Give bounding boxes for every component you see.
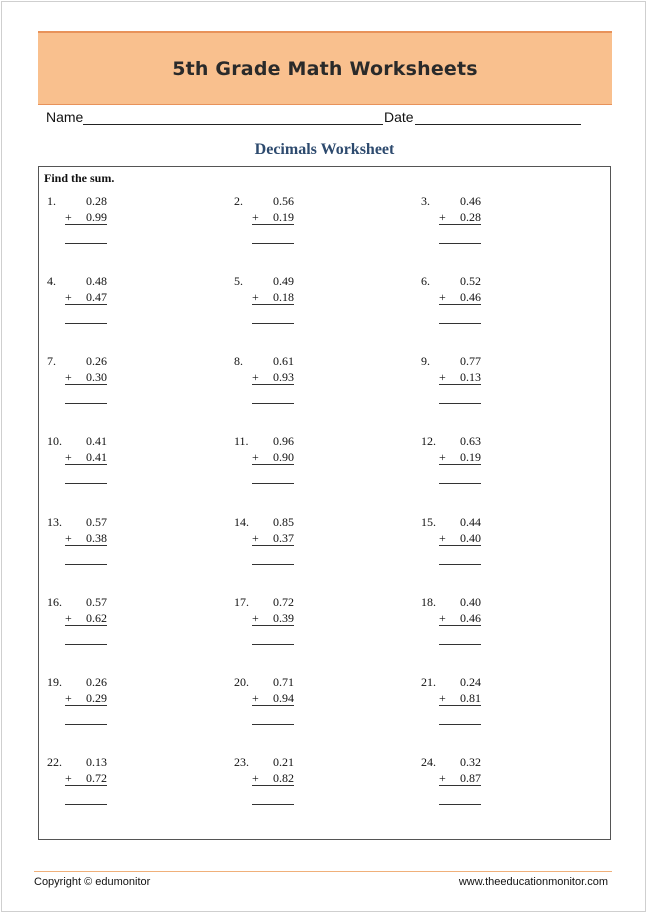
sum-rule (439, 384, 481, 385)
problem-number: 11. (234, 434, 249, 448)
problem-item (47, 595, 107, 655)
instructions: Find the sum. (44, 171, 115, 185)
answer-line[interactable] (252, 644, 294, 645)
answer-line[interactable] (65, 564, 107, 565)
plus-sign: + (252, 531, 259, 545)
answer-line[interactable] (65, 644, 107, 645)
problem-item (421, 595, 481, 655)
problem-item (421, 755, 481, 815)
problem-number: 15. (421, 515, 436, 529)
problem-item (421, 675, 481, 735)
answer-line[interactable] (439, 483, 481, 484)
plus-sign: + (65, 691, 72, 705)
problem-addend-top: 0.40 (460, 595, 481, 609)
plus-sign: + (252, 290, 259, 304)
header-banner (38, 31, 612, 105)
problem-addend-bottom: 0.93 (273, 370, 294, 384)
answer-line[interactable] (439, 644, 481, 645)
sum-rule (439, 224, 481, 225)
sum-rule (252, 545, 294, 546)
problem-addend-bottom: 0.47 (86, 290, 107, 304)
problem-number: 12. (421, 434, 436, 448)
problem-number: 22. (47, 755, 62, 769)
sum-rule (252, 384, 294, 385)
problem-addend-bottom: 0.29 (86, 691, 107, 705)
answer-line[interactable] (439, 804, 481, 805)
problem-item (421, 515, 481, 575)
answer-line[interactable] (65, 483, 107, 484)
problem-addend-bottom: 0.46 (460, 290, 481, 304)
problem-addend-bottom: 0.90 (273, 450, 294, 464)
problem-number: 14. (234, 515, 249, 529)
plus-sign: + (252, 691, 259, 705)
sum-rule (439, 785, 481, 786)
problem-number: 13. (47, 515, 62, 529)
problem-number: 16. (47, 595, 62, 609)
answer-line[interactable] (65, 724, 107, 725)
problem-number: 1. (47, 194, 56, 208)
problem-addend-top: 0.57 (86, 595, 107, 609)
problem-addend-top: 0.77 (460, 354, 481, 368)
problem-item (234, 755, 294, 815)
problem-number: 21. (421, 675, 436, 689)
problem-item (234, 194, 294, 254)
problem-number: 20. (234, 675, 249, 689)
plus-sign: + (252, 771, 259, 785)
problem-number: 24. (421, 755, 436, 769)
problem-addend-bottom: 0.37 (273, 531, 294, 545)
problem-item (47, 675, 107, 735)
problem-addend-top: 0.48 (86, 274, 107, 288)
plus-sign: + (252, 210, 259, 224)
plus-sign: + (65, 531, 72, 545)
plus-sign: + (439, 290, 446, 304)
plus-sign: + (439, 531, 446, 545)
problem-addend-bottom: 0.94 (273, 691, 294, 705)
sum-rule (65, 384, 107, 385)
name-field-line[interactable] (83, 124, 383, 125)
problem-addend-bottom: 0.28 (460, 210, 481, 224)
problem-number: 5. (234, 274, 243, 288)
problem-addend-bottom: 0.46 (460, 611, 481, 625)
plus-sign: + (439, 611, 446, 625)
problem-item (234, 675, 294, 735)
problem-number: 6. (421, 274, 430, 288)
problem-addend-top: 0.49 (273, 274, 294, 288)
sum-rule (252, 464, 294, 465)
problem-addend-top: 0.46 (460, 194, 481, 208)
problem-addend-top: 0.72 (273, 595, 294, 609)
problem-item (234, 434, 294, 494)
plus-sign: + (252, 611, 259, 625)
answer-line[interactable] (252, 724, 294, 725)
problem-addend-bottom: 0.87 (460, 771, 481, 785)
sum-rule (65, 705, 107, 706)
sum-rule (439, 464, 481, 465)
problem-addend-bottom: 0.81 (460, 691, 481, 705)
answer-line[interactable] (65, 323, 107, 324)
sum-rule (65, 464, 107, 465)
answer-line[interactable] (252, 323, 294, 324)
answer-line[interactable] (439, 564, 481, 565)
footer-divider (34, 871, 612, 872)
sum-rule (439, 705, 481, 706)
name-label: Name (46, 109, 84, 125)
plus-sign: + (439, 450, 446, 464)
answer-line[interactable] (252, 564, 294, 565)
sum-rule (439, 625, 481, 626)
plus-sign: + (439, 691, 446, 705)
answer-line[interactable] (252, 243, 294, 244)
problem-addend-top: 0.56 (273, 194, 294, 208)
problem-addend-top: 0.13 (86, 755, 107, 769)
problem-item (47, 434, 107, 494)
plus-sign: + (439, 210, 446, 224)
problem-number: 7. (47, 354, 56, 368)
problem-addend-top: 0.52 (460, 274, 481, 288)
answer-line[interactable] (439, 403, 481, 404)
problem-addend-top: 0.28 (86, 194, 107, 208)
plus-sign: + (65, 450, 72, 464)
answer-line[interactable] (252, 483, 294, 484)
sum-rule (65, 224, 107, 225)
footer-copyright: Copyright © edumonitor (34, 876, 151, 888)
problem-number: 17. (234, 595, 249, 609)
date-field-line[interactable] (415, 124, 581, 125)
problem-addend-top: 0.26 (86, 354, 107, 368)
problem-addend-top: 0.61 (273, 354, 294, 368)
answer-line[interactable] (439, 724, 481, 725)
problem-addend-bottom: 0.62 (86, 611, 107, 625)
plus-sign: + (252, 370, 259, 384)
plus-sign: + (439, 370, 446, 384)
answer-line[interactable] (65, 804, 107, 805)
answer-line[interactable] (252, 804, 294, 805)
problem-addend-top: 0.96 (273, 434, 294, 448)
problem-addend-bottom: 0.30 (86, 370, 107, 384)
problem-item (421, 274, 481, 334)
answer-line[interactable] (65, 403, 107, 404)
problem-item (421, 354, 481, 414)
problem-item (234, 354, 294, 414)
problem-addend-top: 0.85 (273, 515, 294, 529)
problem-item (421, 194, 481, 254)
problem-item (47, 515, 107, 575)
problem-number: 23. (234, 755, 249, 769)
sum-rule (252, 625, 294, 626)
problem-item (47, 755, 107, 815)
problem-addend-bottom: 0.72 (86, 771, 107, 785)
problem-addend-bottom: 0.38 (86, 531, 107, 545)
answer-line[interactable] (439, 323, 481, 324)
problem-addend-top: 0.21 (273, 755, 294, 769)
problem-addend-top: 0.57 (86, 515, 107, 529)
problem-addend-bottom: 0.41 (86, 450, 107, 464)
problem-addend-top: 0.63 (460, 434, 481, 448)
plus-sign: + (65, 290, 72, 304)
plus-sign: + (65, 611, 72, 625)
problem-number: 4. (47, 274, 56, 288)
problems-box (38, 166, 611, 840)
sum-rule (439, 304, 481, 305)
problem-addend-top: 0.71 (273, 675, 294, 689)
sum-rule (252, 705, 294, 706)
sum-rule (65, 785, 107, 786)
sum-rule (65, 545, 107, 546)
problem-addend-bottom: 0.19 (460, 450, 481, 464)
problem-addend-top: 0.41 (86, 434, 107, 448)
answer-line[interactable] (252, 403, 294, 404)
problem-number: 10. (47, 434, 62, 448)
problem-addend-top: 0.24 (460, 675, 481, 689)
worksheet-subtitle: Decimals Worksheet (254, 141, 395, 158)
plus-sign: + (439, 771, 446, 785)
problem-item (421, 434, 481, 494)
sum-rule (65, 625, 107, 626)
problem-addend-bottom: 0.39 (273, 611, 294, 625)
problem-addend-bottom: 0.40 (460, 531, 481, 545)
problem-item (47, 274, 107, 334)
sum-rule (439, 545, 481, 546)
problem-number: 3. (421, 194, 430, 208)
plus-sign: + (252, 450, 259, 464)
problem-number: 19. (47, 675, 62, 689)
problem-addend-top: 0.32 (460, 755, 481, 769)
plus-sign: + (65, 210, 72, 224)
problem-addend-top: 0.26 (86, 675, 107, 689)
answer-line[interactable] (65, 243, 107, 244)
sum-rule (252, 785, 294, 786)
sum-rule (252, 304, 294, 305)
sum-rule (252, 224, 294, 225)
plus-sign: + (65, 370, 72, 384)
problem-item (47, 194, 107, 254)
name-date-row (46, 109, 586, 127)
problem-number: 2. (234, 194, 243, 208)
sum-rule (65, 304, 107, 305)
footer-website[interactable]: www.theeducationmonitor.com (458, 876, 608, 888)
problem-item (234, 274, 294, 334)
problem-addend-bottom: 0.18 (273, 290, 294, 304)
problem-number: 18. (421, 595, 436, 609)
problem-number: 8. (234, 354, 243, 368)
problem-item (47, 354, 107, 414)
problem-addend-bottom: 0.82 (273, 771, 294, 785)
problem-addend-bottom: 0.13 (460, 370, 481, 384)
problem-number: 9. (421, 354, 430, 368)
problem-addend-bottom: 0.99 (86, 210, 107, 224)
plus-sign: + (65, 771, 72, 785)
answer-line[interactable] (439, 243, 481, 244)
problem-item (234, 515, 294, 575)
date-label: Date (384, 109, 414, 125)
page-title: 5th Grade Math Worksheets (172, 57, 478, 80)
problem-addend-top: 0.44 (460, 515, 481, 529)
problem-item (234, 595, 294, 655)
problem-addend-bottom: 0.19 (273, 210, 294, 224)
